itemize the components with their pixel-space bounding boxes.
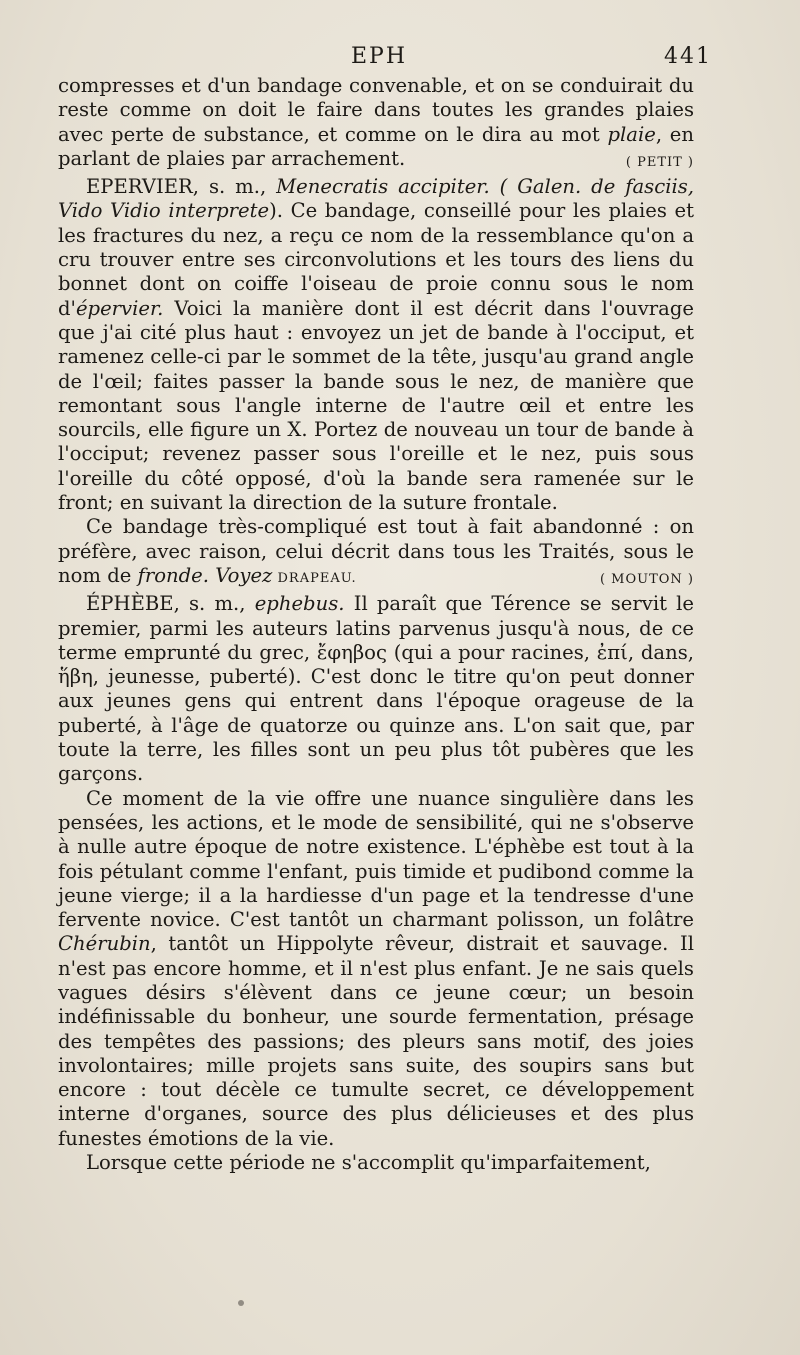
page-number: 441 [664, 44, 712, 69]
body-text [58, 74, 694, 1175]
latin-name: ephebus. [254, 592, 345, 616]
paragraph-text: Lorsque cette période ne s'accomplit qu'imparfaitement, [86, 1151, 651, 1175]
paragraph-bandage [58, 515, 694, 591]
author-signature: ( PETIT ) [625, 154, 694, 170]
cross-reference: DRAPEAU. [272, 570, 357, 586]
entry-epervier [58, 175, 694, 515]
italic-term: épervier. [75, 296, 164, 320]
paragraph-lorsque [58, 1151, 694, 1175]
paragraph-text: ). Ce bandage, conseillé pour les plaies et les fractures du nez, a reçu ce nom de la ressemblance qu'on a cru trouver entre ses circonvolutions et les tours des liens du bonnet dont on coiffe l'oiseau de proie connu sous le nom d' [58, 199, 694, 320]
italic-term: Chérubin [58, 932, 151, 956]
entry-ephebe [58, 592, 694, 786]
paragraph-text: , s. m., [173, 592, 255, 616]
entry-headword: EPERVIER [86, 175, 193, 199]
italic-term: fronde. Voyez [137, 563, 273, 587]
paragraph-text: Il paraît que Térence se servit le premier, parmi les auteurs latins parvenus jusqu'à nous, de ce terme emprunté du grec, ἔφηβος (qui a pour racines, ἐπί, dans, ἥβη, jeunesse, puberté). C'est donc le titre qu'on peut donner aux jeunes gens qui entrent dans l'époque orageuse de la puberté, à l'âge de quatorze ou quinze ans. L'on sait que, par toute la terre, les filles sont un peu plus tôt pubères que les garçons. [58, 592, 695, 786]
paragraph-moment [58, 787, 694, 1151]
paragraph-text: , en parlant de plaies par arrachement. [58, 122, 695, 170]
paragraph-text: Voici la manière dont il est décrit dans l'ouvrage que j'ai cité plus haut : envoyez un jet de bande à l'occiput, et ramenez celle-ci par le sommet de la tête, jusqu'au grand angle de l'œil; faites passer la bande sous le nez, de manière que remontant sous l'angle interne de l'autre œil et entre les sourcils, elle figure un X. Portez de nouveau un tour de bande à l'occiput; revenez passer sous l'oreille et le nez, puis sous l'oreille du côté opposé, d'où la bande sera ramenée sur le front; en suivant la direction de la suture frontale. [58, 296, 694, 515]
running-head: EPH [350, 44, 408, 69]
paragraph-text: compresses et d'un bandage convenable, et on se conduirait du reste comme on doit le faire dans toutes les grandes plaies avec perte de substance, et comme on le dira au mot [58, 74, 694, 146]
paragraph-text: Ce bandage très-compliqué est tout à fait abandonné : on préfère, avec raison, celui décrit dans tous les Traités, sous le nom de [58, 515, 694, 587]
italic-term: plaie [607, 122, 656, 146]
paragraph-plaie-end [58, 74, 694, 171]
latin-name: Menecratis accipiter. ( Galen. de fasciis, Vido Vidio interprete [58, 175, 695, 223]
page-header [58, 44, 712, 74]
paragraph-text: , tantôt un Hippolyte rêveur, distrait et sauvage. Il n'est pas encore homme, et il n'est plus enfant. Je ne sais quels vagues désirs s'élèvent dans ce jeune cœur; un besoin indéfinissable du bonheur, une sourde fermentation, présage des tempêtes des passions; des pleurs sans motif, des joies involontaires; mille projets sans suite, des soupirs sans but encore : tout décèle ce tumulte secret, ce développement interne d'organes, source des plus délicieuses et des plus funestes émotions de la vie. [58, 932, 694, 1150]
paragraph-text: , s. m., [192, 175, 277, 199]
author-signature: ( MOUTON ) [599, 571, 694, 587]
ink-speck [238, 1300, 244, 1306]
entry-headword: ÉPHÈBE [86, 592, 174, 616]
paragraph-text: Ce moment de la vie offre une nuance singulière dans les pensées, les actions, et le mode de sensibilité, qui ne s'observe à nulle autre époque de notre existence. L'éphèbe est tout à la fois pétulant comme l'enfant, puis timide et pudibond comme la jeune vierge; il a la hardiesse d'un page et la tendresse d'une fervente novice. C'est tantôt un charmant polisson, un folâtre [58, 786, 694, 932]
